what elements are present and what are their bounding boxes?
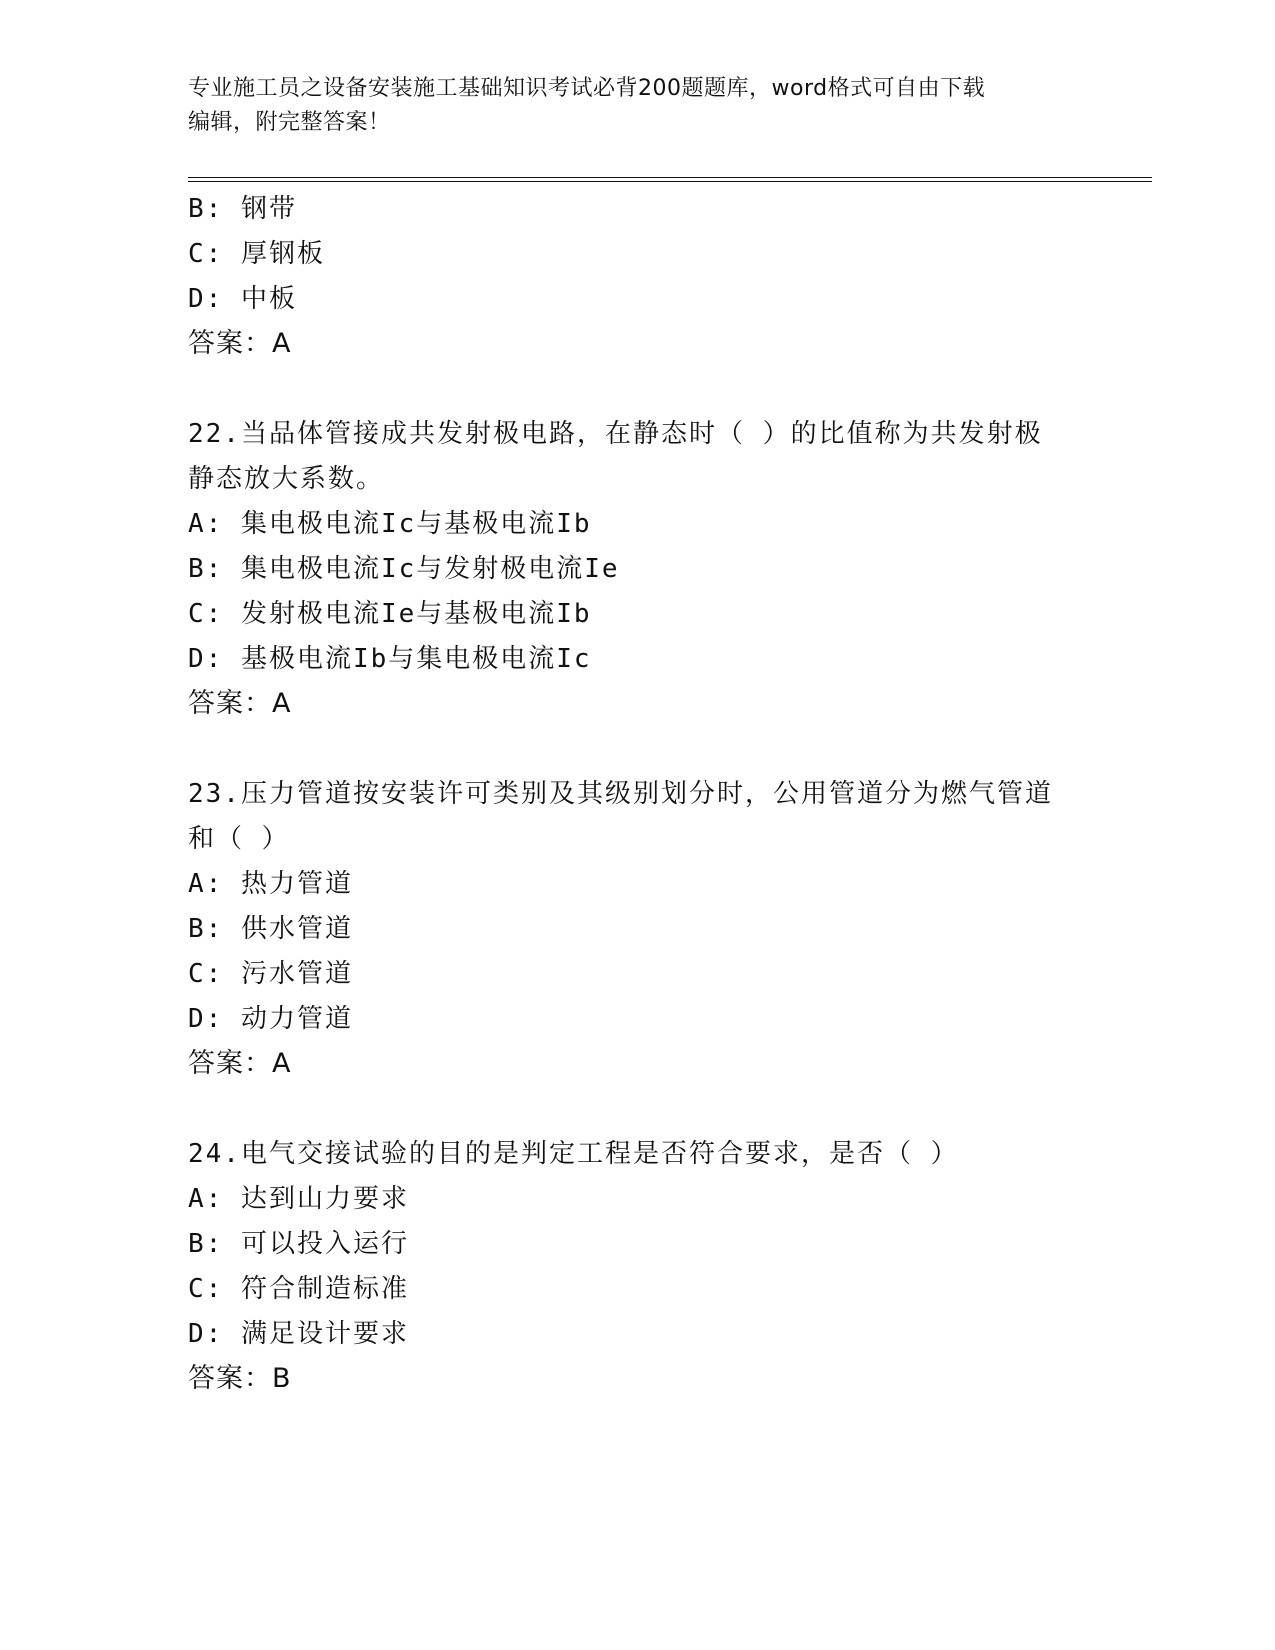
q22-option-b: B: 集电极电流Ic与发射极电流Ie bbox=[188, 554, 620, 584]
q21-answer: 答案：A bbox=[188, 328, 292, 359]
q23-stem-line-2: 和（ ） bbox=[188, 824, 290, 854]
q23-option-a: A: 热力管道 bbox=[188, 869, 353, 899]
q24-option-d: D: 满足设计要求 bbox=[188, 1319, 409, 1349]
q22-stem-line-1: 22.当品体管接成共发射极电路，在静态时（ ）的比值称为共发射极 bbox=[188, 419, 1043, 449]
q22-option-c: C: 发射极电流Ie与基极电流Ib bbox=[188, 599, 592, 629]
header-line-2: 编辑，附完整答案！ bbox=[188, 110, 391, 135]
q24-option-b: B: 可以投入运行 bbox=[188, 1229, 409, 1259]
q22-option-d: D: 基极电流Ib与集电极电流Ic bbox=[188, 644, 592, 674]
q23-stem-line-1: 23.压力管道按安装许可类别及其级别划分时，公用管道分为燃气管道 bbox=[188, 779, 1053, 809]
q22-stem-line-2: 静态放大系数。 bbox=[188, 464, 385, 494]
q24-option-c: C: 符合制造标准 bbox=[188, 1274, 409, 1304]
q23-option-c: C: 污水管道 bbox=[188, 959, 353, 989]
header-divider-top bbox=[188, 177, 1152, 178]
q23-option-d: D: 动力管道 bbox=[188, 1004, 353, 1034]
q21-option-b: B: 钢带 bbox=[188, 194, 297, 224]
document-header bbox=[188, 72, 1068, 140]
header-line-1: 专业施工员之设备安装施工基础知识考试必背200题题库，word格式可自由下载 bbox=[188, 76, 986, 101]
q21-option-c: C: 厚钢板 bbox=[188, 239, 325, 269]
q24-stem-line-1: 24.电气交接试验的目的是判定工程是否符合要求，是否（ ） bbox=[188, 1139, 959, 1169]
header-divider-bottom bbox=[188, 181, 1152, 182]
q22-option-a: A: 集电极电流Ic与基极电流Ib bbox=[188, 509, 592, 539]
q21-option-d: D: 中板 bbox=[188, 284, 297, 314]
q24-answer: 答案：B bbox=[188, 1363, 292, 1394]
q22-answer: 答案：A bbox=[188, 688, 292, 719]
q24-option-a: A: 达到山力要求 bbox=[188, 1184, 409, 1214]
q23-answer: 答案：A bbox=[188, 1048, 292, 1079]
q23-option-b: B: 供水管道 bbox=[188, 914, 353, 944]
